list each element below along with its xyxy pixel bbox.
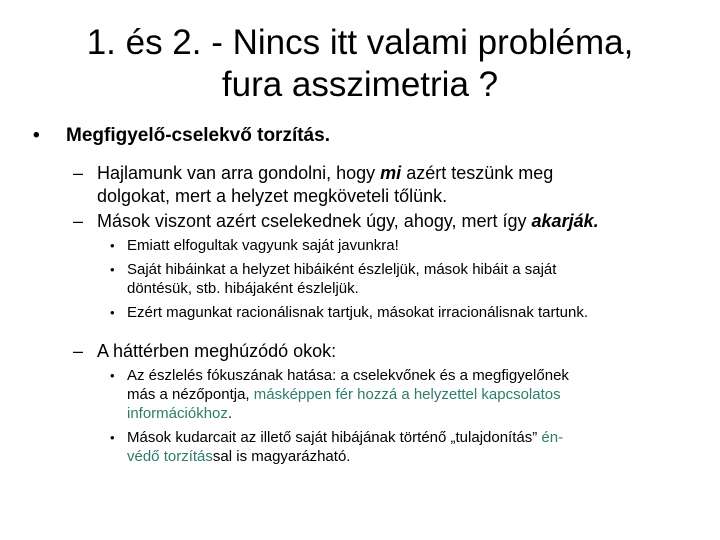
dot-marker: • [110,238,115,253]
slide-title-line2: fura asszimetria ? [221,65,499,104]
point-text: Ezért magunkat racionálisnak tartjuk, másokat irracionálisnak tartunk. [127,304,589,321]
subpoint-text: A háttérben meghúzódó okok: [97,341,337,361]
dash-marker: – [73,163,84,183]
highlight-text: információkhoz [127,405,228,422]
dot-marker: • [110,305,115,320]
bullet-text: Megfigyelő-cselekvő torzítás. [66,125,330,146]
point-text-line1: Saját hibáinkat a helyzet hibáiként észleljük, mások hibáit a saját [127,261,557,278]
point-text-line2 [127,385,561,404]
text-segment: . [227,405,233,422]
point-text-line3 [127,404,232,423]
point-text-line1: Az észlelés fókuszának hatása: a cselekvőnek és a megfigyelőnek [127,367,569,384]
text-segment: Mások kudarcait az illető saját hibájának történő „tulajdonítás” [127,429,542,446]
bullet-marker: • [33,125,40,146]
bullet-observer-actor-bias [33,123,330,149]
highlight-text: én- [541,429,564,446]
text-segment: Hajlamunk van arra gondolni, hogy [97,163,381,183]
subpoint-text [97,210,599,233]
subpoint-text-line2: dolgokat, mert a helyzet megköveteli tőlünk. [97,186,448,206]
dot-marker: • [110,368,115,383]
text-segment: Mások viszont azért cselekednek úgy, ahogy, mert így [97,211,532,231]
dash-marker: – [73,211,84,231]
point-text-line2: döntésük, stb. hibájaként észleljük. [127,280,359,297]
text-segment: más a nézőpontja, [127,386,254,403]
dot-marker: • [110,262,115,277]
text-segment: azért teszünk meg [401,163,554,183]
text-segment: sal is magyarázható. [212,448,351,465]
emphasis-text: akarják. [531,211,599,231]
point-text: Emiatt elfogultak vagyunk saját javunkra! [127,237,399,254]
dash-marker: – [73,341,84,361]
point-text-line1 [127,428,563,447]
highlight-text: másképpen fér hozzá a helyzettel kapcsolatos [253,386,561,403]
highlight-text: védő torzítás [127,448,213,465]
point-text-line2 [127,447,350,466]
dot-marker: • [110,430,115,445]
subpoint-text-line1 [97,162,553,185]
slide-title-line1: 1. és 2. - Nincs itt valami probléma, [86,23,634,62]
emphasis-text: mi [380,163,402,183]
slide-title [20,22,700,106]
